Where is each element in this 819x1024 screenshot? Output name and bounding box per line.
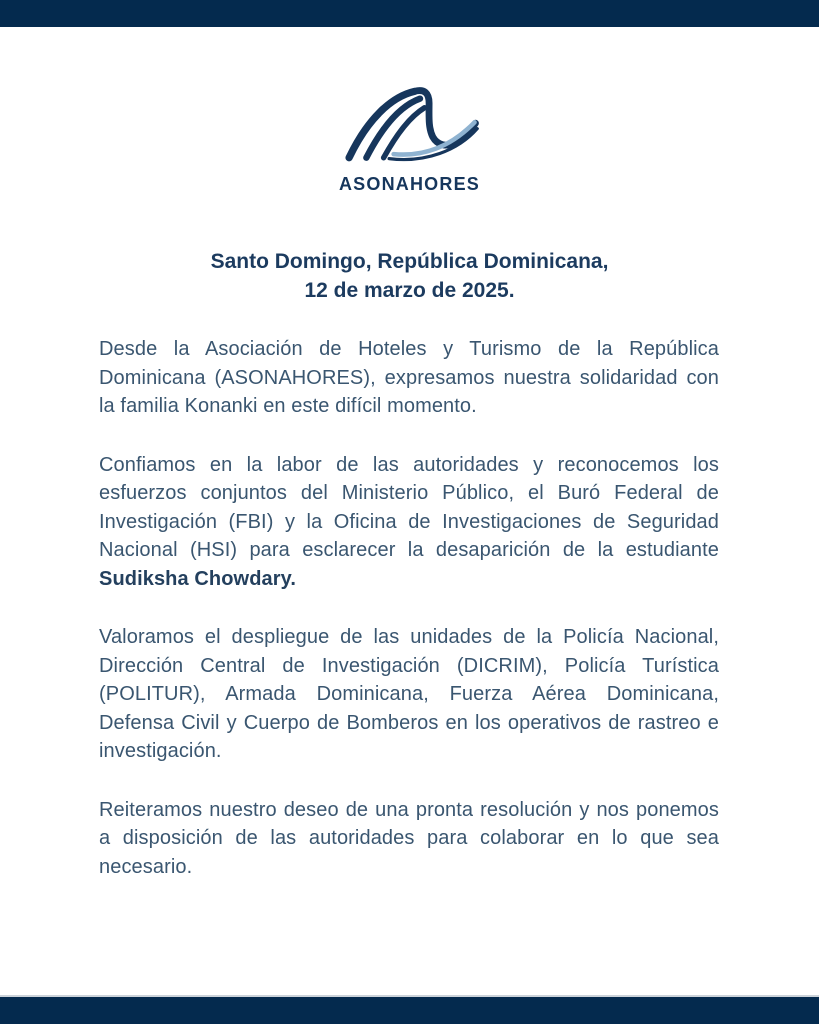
paragraph-text: Confiamos en la labor de las autoridades y reconocemos los esfuerzos conjuntos del Ministerio Público, el Buró Federal de Investigación (FBI) y la Oficina de Investigaciones de Seguridad Nacional (HSI) para esclarecer la desaparición de la estudiante [99, 453, 719, 561]
dateline-line-1: Santo Domingo, República Dominicana, [210, 250, 609, 273]
statement-paragraph [99, 451, 719, 594]
wave-swoosh-icon [340, 85, 480, 170]
statement-paragraph [99, 796, 719, 882]
logo-block [0, 85, 819, 195]
paragraph-text: Reiteramos nuestro deseo de una pronta resolución y nos ponemos a disposición de las autoridades para colaborar en lo que sea necesario. [99, 798, 719, 878]
paragraph-text: Valoramos el despliegue de las unidades de la Policía Nacional, Dirección Central de Investigación (DICRIM), Policía Turística (POLITUR), Armada Dominicana, Fuerza Aérea Dominicana, Defensa Civil y Cuerpo de Bomberos en los operativos de rastreo e investigación. [99, 626, 719, 762]
bottom-border-bar [0, 995, 819, 1024]
statement-paragraph [99, 623, 719, 766]
statement-body [99, 335, 719, 881]
statement-paragraph [99, 335, 719, 421]
paragraph-text: Desde la Asociación de Hoteles y Turismo de la República Dominicana (ASONAHORES), expresamos nuestra solidaridad con la familia Konanki en este difícil momento. [99, 338, 719, 417]
statement-document [0, 27, 819, 995]
brand-wordmark: ASONAHORES [338, 174, 480, 194]
dateline-line-2: 12 de marzo de 2025. [304, 279, 515, 302]
top-border-bar [0, 0, 819, 27]
dateline-heading [0, 247, 819, 305]
paragraph-bold-text: Sudiksha Chowdary. [99, 567, 297, 590]
